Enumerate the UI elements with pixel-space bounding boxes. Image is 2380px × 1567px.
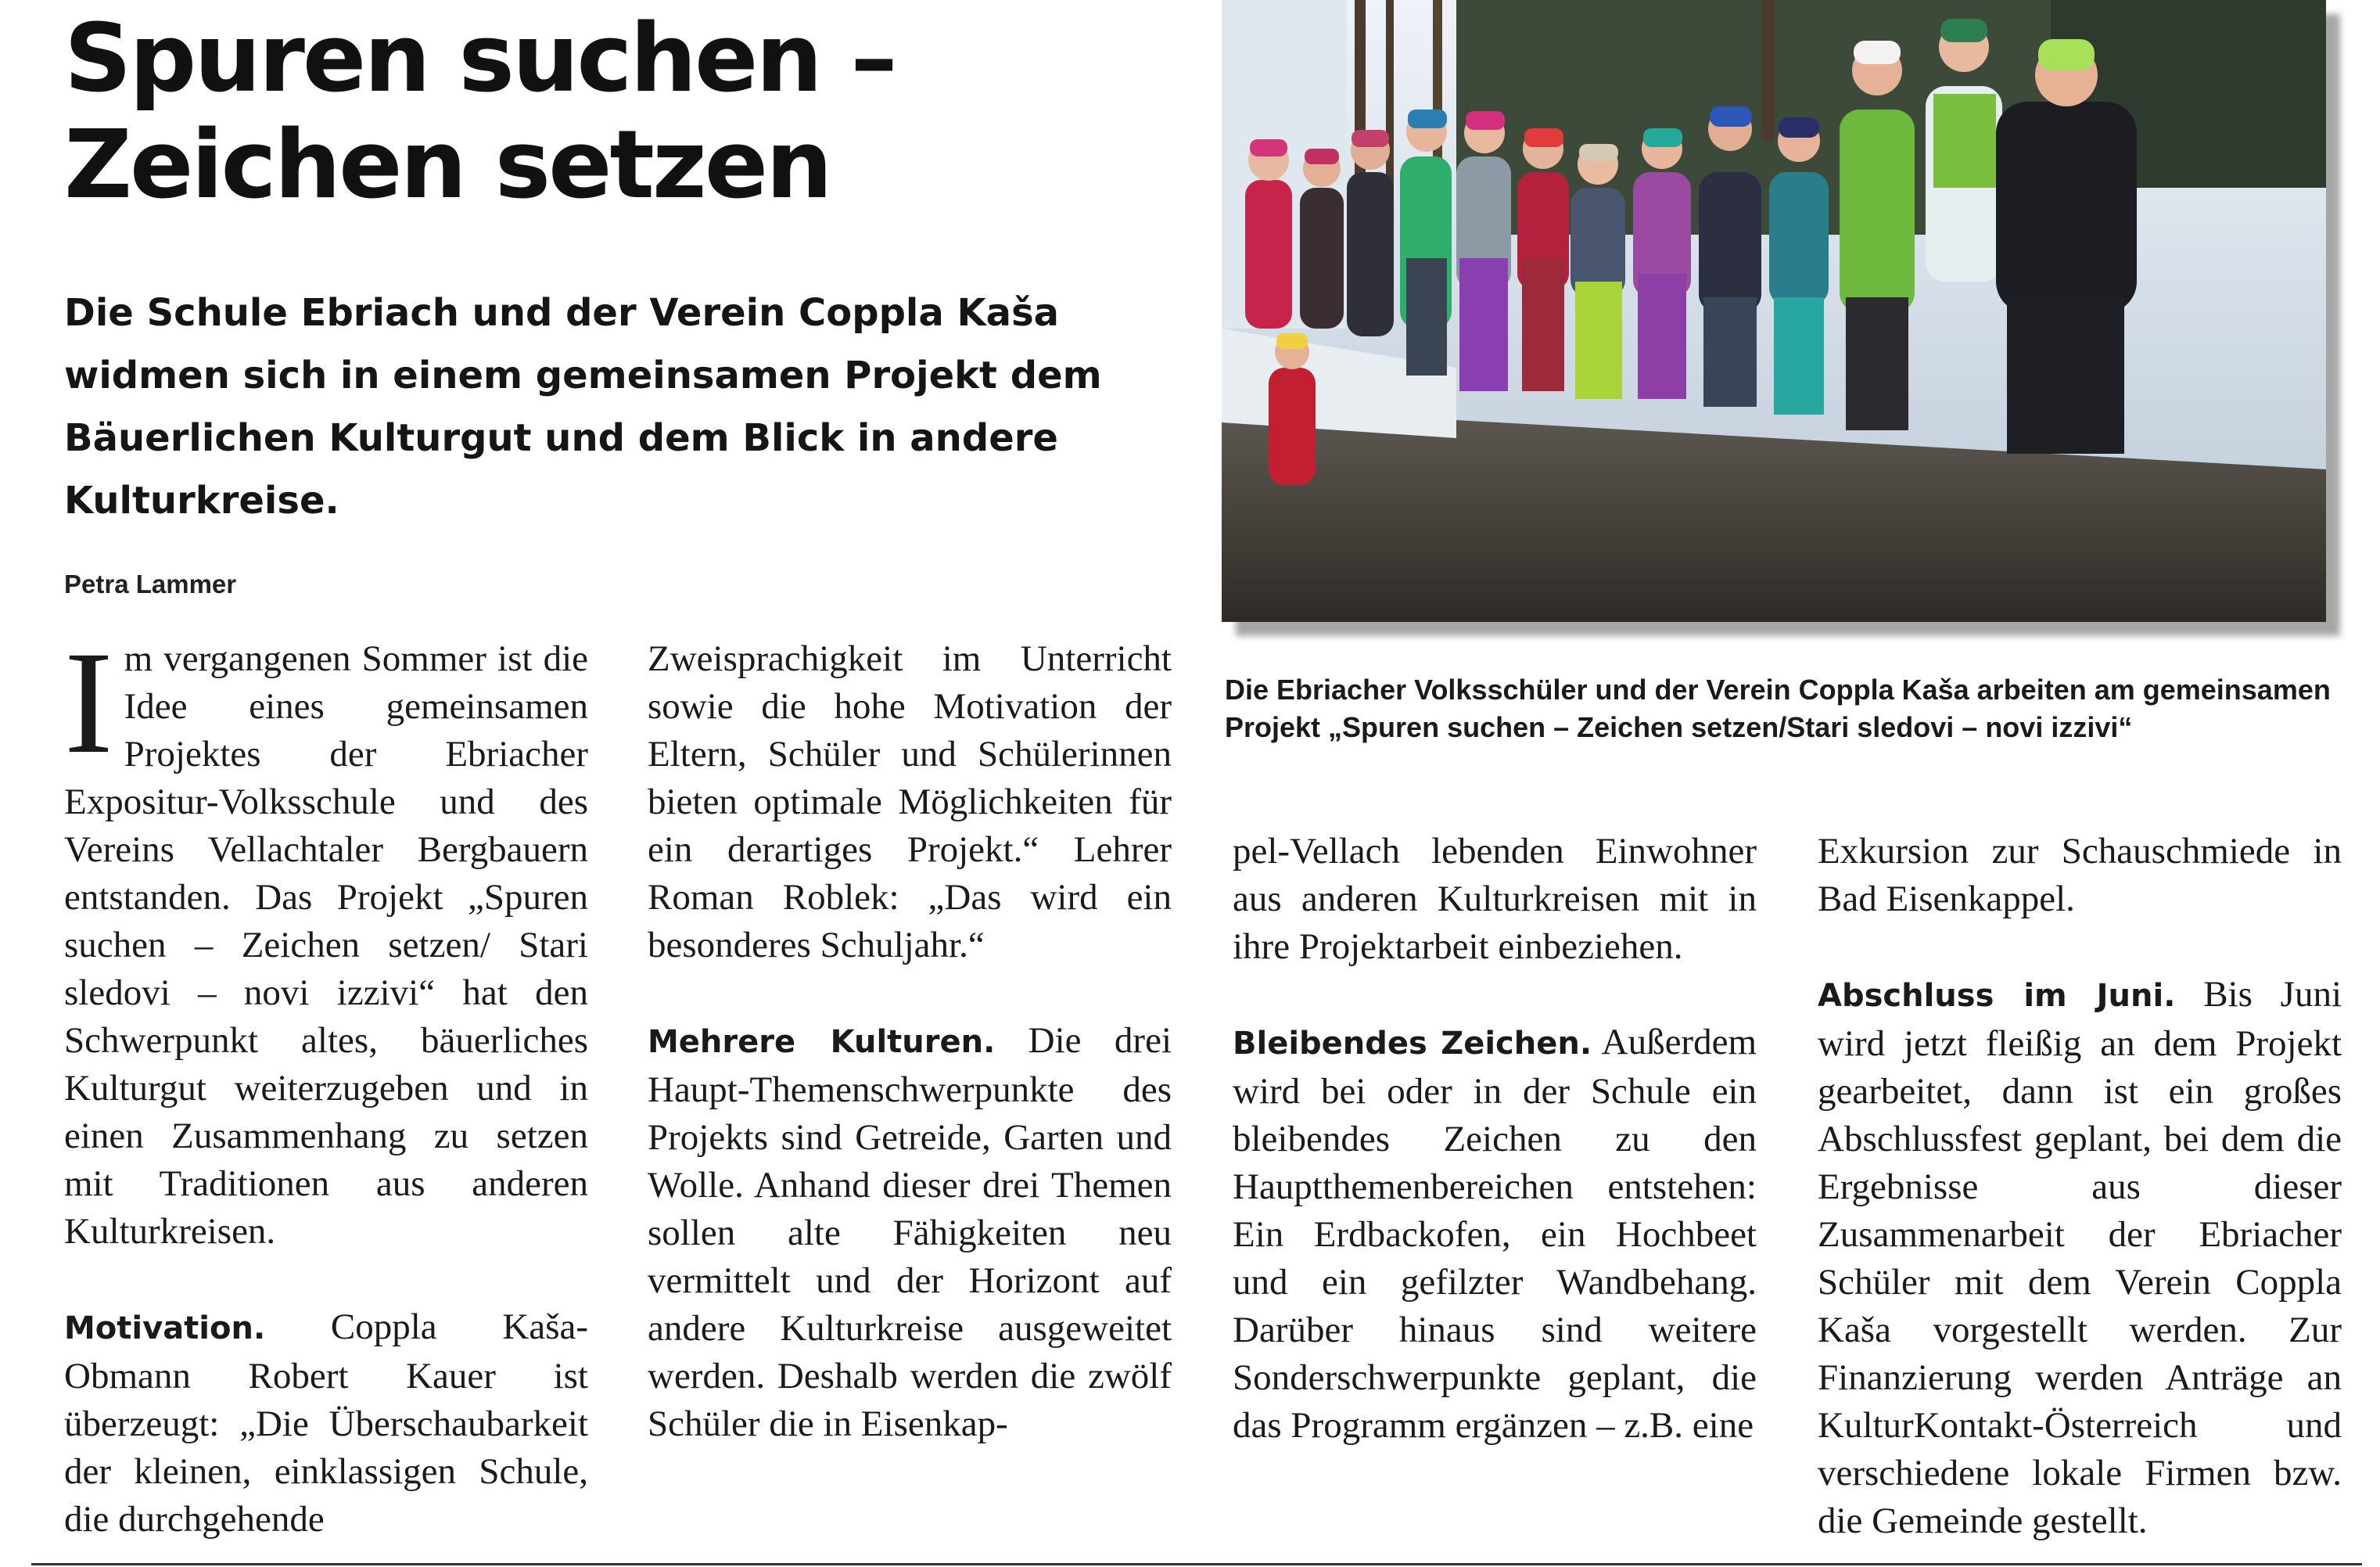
author-byline: Petra Lammer: [64, 570, 237, 598]
headline-line-2: Zeichen setzen: [64, 110, 831, 220]
column-4-paragraph-2: Bis Juni wird jetzt fleißig an dem Projekt gearbeitet, dann ist ein großes Abschlussfest geplant, bei dem die Ergebnisse aus dieser Zusammenarbeit der Ebriacher Schüler mit dem Verein Coppla Kaša vorgestellt werden. Zur Finanzierung werden Anträge an KulturKontakt-Österreich und verschiedene lokale Firmen bzw. die Gemeinde gestellt.: [1818, 974, 2342, 1541]
headline-line-1: Spuren suchen –: [64, 5, 896, 113]
column-2-paragraph-2: Die drei Haupt-Themenschwerpunkte des Projekts sind Getreide, Garten und Wolle. Anhand dieser drei Themen sollen alte Fähigkeiten neu vermittelt und der Horizont auf andere Kulturkreise ausgeweitet werden. Deshalb werden die zwölf Schüler die in Eisenkap-: [648, 1020, 1172, 1444]
column-3-paragraph-1: pel-Vellach lebenden Einwohner aus anderen Kulturkreisen mit in ihre Projektarbeit einbeziehen.: [1233, 831, 1757, 967]
lead-paragraph: Die Schule Ebriach und der Verein Coppla Kaša widmen sich in einem gemeinsamen Projekt dem Bäuerlichen Kulturgut und dem Blick in andere Kulturkreise.: [64, 291, 1102, 523]
column-1-paragraph-1: m vergangenen Sommer ist die Idee eines gemeinsamen Projektes der Ebriacher Expositur-Volksschule und des Vereins Vellachtaler Bergbauern entstanden. Das Projekt „Spuren suchen – Zeichen setzen/ Stari sledovi – novi izzivi“ hat den Schwerpunkt altes, bäuerliches Kulturgut weiterzugeben und in einen Zusammenhang zu setzen mit Traditionen aus anderen Kulturkreisen.: [64, 638, 588, 1252]
column-3-paragraph-2: Außerdem wird bei oder in der Schule ein bleibendes Zeichen zu den Hauptthemenbereichen entstehen: Ein Erdbackofen, ein Hochbeet und ein gefilzter Wandbehang. Darüber hinaus sind weitere Sonderschwerpunkte geplant, die das Programm ergänzen – z.B. eine: [1233, 1022, 1757, 1446]
photo-caption: Die Ebriacher Volksschüler und der Verein Coppla Kaša arbeiten am gemeinsamen Projekt „Spuren suchen – Zeichen setzen/Stari sledovi – novi izzivi“: [1225, 674, 2331, 743]
subheading-motivation: Motivation.: [64, 1310, 266, 1346]
subheading-abschluss-im-juni: Abschluss im Juni.: [1818, 978, 2176, 1014]
article-column-1: [64, 620, 588, 1544]
bottom-rule: [31, 1563, 2362, 1565]
article-column-2: [648, 635, 1172, 1448]
group-photo: [1222, 0, 2326, 622]
article-column-3: [1233, 828, 1757, 1450]
subheading-bleibendes-zeichen: Bleibendes Zeichen.: [1233, 1026, 1592, 1062]
subheading-mehrere-kulturen: Mehrere Kulturen.: [648, 1024, 996, 1060]
column-1-paragraph-2: Coppla Kaša-Obmann Robert Kauer ist überzeugt: „Die Überschaubarkeit der kleinen, einklassigen Schule, die durchgehende: [64, 1306, 588, 1540]
headline: [64, 6, 1159, 218]
column-4-paragraph-1: Exkursion zur Schauschmiede in Bad Eisenkappel.: [1818, 831, 2342, 919]
drop-cap: I: [64, 620, 113, 784]
column-2-paragraph-1: Zweisprachigkeit im Unterricht sowie die hohe Motivation der Eltern, Schüler und Schülerinnen bieten optimale Möglichkeiten für ein derartiges Projekt.“ Lehrer Roman Roblek: „Das wird ein besonderes Schuljahr.“: [648, 638, 1172, 965]
article-column-4: [1818, 828, 2342, 1545]
